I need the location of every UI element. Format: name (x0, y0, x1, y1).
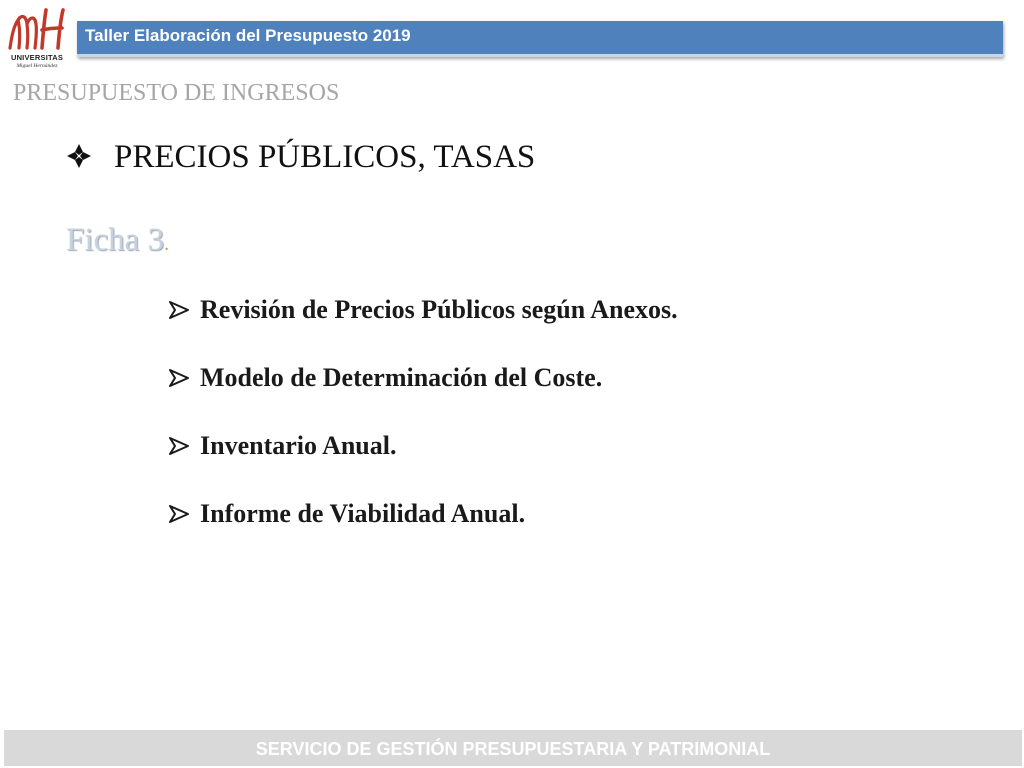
section-title: PRESUPUESTO DE INGRESOS (13, 80, 340, 106)
arrow-bullet-icon (168, 368, 190, 388)
ficha-label (66, 222, 169, 259)
list-item-text: Informe de Viabilidad Anual. (200, 499, 526, 528)
title-bar (77, 21, 1003, 57)
list-item (168, 293, 678, 361)
list-item (168, 361, 678, 429)
arrow-bullet-icon (168, 504, 190, 524)
logo-subname: Miguel Hernández (16, 63, 58, 69)
list-item (168, 497, 678, 565)
ficha-suffix: . (164, 233, 170, 255)
bullet-list (168, 293, 678, 565)
university-logo (6, 4, 68, 70)
list-item-text: Modelo de Determinación del Coste. (200, 363, 603, 392)
diamond-bullet-icon (66, 143, 92, 169)
arrow-bullet-icon (168, 300, 190, 320)
arrow-bullet-icon (168, 436, 190, 456)
slide-header-title: Taller Elaboración del Presupuesto 2019 (85, 26, 411, 45)
footer-text: SERVICIO DE GESTIÓN PRESUPUESTARIA Y PATRIMONIAL (255, 739, 771, 759)
logo-name: UNIVERSITAS (10, 53, 64, 62)
footer-bar (4, 730, 1022, 766)
main-heading-text: PRECIOS PÚBLICOS, TASAS (114, 139, 536, 175)
list-item (168, 429, 678, 497)
list-item-text: Inventario Anual. (200, 431, 397, 460)
umh-logo-icon (6, 4, 68, 54)
list-item-text: Revisión de Precios Públicos según Anexos. (200, 295, 678, 324)
main-heading (66, 139, 535, 176)
ficha-text: Ficha 3 (66, 222, 165, 258)
